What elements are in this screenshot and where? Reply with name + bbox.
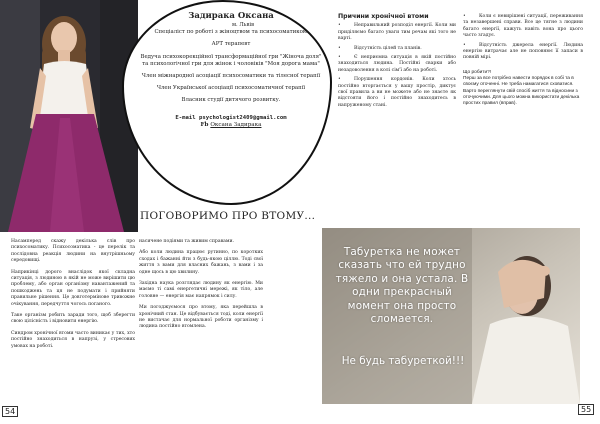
paragraph: Наприкінці дорого внаслідок якої складна ситуація, з людиною в якій не може вирішити цю проблему, або орган організму навантажений та пошкоджень та ця не подумати і прийняти правильне рішення. Це довготермінове тривожне очікування, передчуття чогось поганого. (11, 269, 135, 307)
list-item: • Відсутність джерела енергії. Людина енергію витрачає але не поповнює її запаси в повній мірі. (463, 42, 583, 61)
page-number-left: 54 (2, 406, 18, 417)
facebook-link[interactable]: Оксана Задирака (210, 121, 262, 128)
bio-line: Ведуча психокорекційної трансформаційної гри "Жіноча доля" та психологічної гри для жінок і чоловіків "Моя дорога мама" (140, 53, 322, 67)
bullet-icon: • (338, 77, 341, 83)
article-heading: ПОГОВОРИМО ПРО ВТОМУ... (140, 210, 316, 222)
bio-line: Власник студії дитячого розвитку. (181, 97, 281, 104)
bio-line: Спеціаліст по роботі з жіноцтвом та психосоматикою (154, 29, 308, 36)
paragraph: насичене подіями та живим справами. (139, 239, 234, 244)
author-facebook[interactable] (138, 122, 324, 129)
bio-line: АРТ терапевт (211, 41, 251, 48)
paragraph: Синдром хронічної втоми часто виникає у тих, хто постійно знаходиться в напрузі, у стресових умовах на роботі. (11, 330, 135, 349)
list-item: • Коли є невирішені ситуації, переживання та незавершені справи. Все це тягне з людини багато енергії, кажуть навіть вона про цього часто згадує. (463, 14, 583, 39)
list-item: • Неправильний розподіл енергії. Коли ми приділяємо багато уваги тим речам які того не варті. (338, 23, 456, 42)
causes-column (338, 14, 456, 112)
author-city: м. Львів (232, 22, 254, 28)
bio-line: Член Української асоціації психосоматичної терапії (156, 85, 306, 92)
list-item: • Є неприємна ситуація в якій постійно знаходиться людина. Постійні сварки або незадоволення в колі сім'ї або на роботі. (338, 55, 456, 73)
causes-column-continued (463, 14, 583, 108)
what-to-do-title: Що робити?! (463, 69, 492, 75)
paragraph: Ми погоджуємося про втому, яка перейшла в хронічний стан. Це відбувається тоді, коли енергії не вистачає для нормальної роботи організму і людина постійно втомлена. (139, 305, 263, 330)
author-photo (0, 0, 138, 232)
author-name: Задирака Оксана (188, 11, 274, 21)
bio-line: Член міжнародної асоціації психосоматики та тілесної терапії (141, 73, 321, 80)
paragraph: Таке організм робить заради того, щоб зберегти свою цілісність і відновити енергію. (11, 313, 135, 325)
bullet-icon: • (338, 45, 341, 51)
paragraph: Західна наука розглядає людину як енергію. Ми маємо ті самі енергетичні мережі, як тіло, але головне — енергія має напрямок і силу. (139, 281, 263, 299)
facebook-prefix: Fb (200, 121, 209, 128)
quote-text: Табуретка не может сказать что ей трудно тяжело и она устала. В одни прекрасный момент она просто сломается. (335, 246, 469, 326)
list-item: • Відсутність цілей та планів. (338, 45, 422, 51)
bullet-icon: • (463, 14, 466, 19)
causes-title: Причини хронічної втоми (338, 13, 429, 20)
article-column-1 (11, 239, 135, 355)
bullet-icon: • (338, 23, 341, 29)
author-bio (138, 10, 324, 129)
author-email[interactable]: E-mail psychologist2409@gmail.com (175, 114, 287, 121)
list-item: • Порушення кордонів. Коли хтось постійно вторгається у вашу простір, диктує свої правила а ви не можете або не знаєте як відстояти його і постійно знаходитесь в напруженому стані. (338, 77, 456, 108)
article-column-2 (139, 239, 263, 336)
quote-tagline: Не будь табуреткой!!! (341, 355, 465, 367)
page-number-right: 55 (578, 404, 594, 415)
what-to-do-block (463, 70, 583, 108)
paragraph: Або коли людина працює рутинно, по коротких сходах і бажанні йти з будь-якою ціллю. Тоді свої життя з вами для власних бажань, з вами і за одне щось в цю хвилину. (139, 250, 263, 275)
what-to-do-text: Перш за все потрібно навести порядок в собі та в своєму оточенні. Не треба намагатися сховатися. Варто переглянути свій спосіб життя та відносини з оточуючими. Для цього можна використати декілька простих правил (вправ). (463, 76, 580, 107)
paragraph: Насамперед скажу декілька слів про психосоматику. Психосоматика - це перелік та послідовна реакція людини на внутрішньому середовищі. (11, 239, 135, 264)
bullet-icon: • (463, 42, 466, 48)
bullet-icon: • (338, 55, 341, 61)
